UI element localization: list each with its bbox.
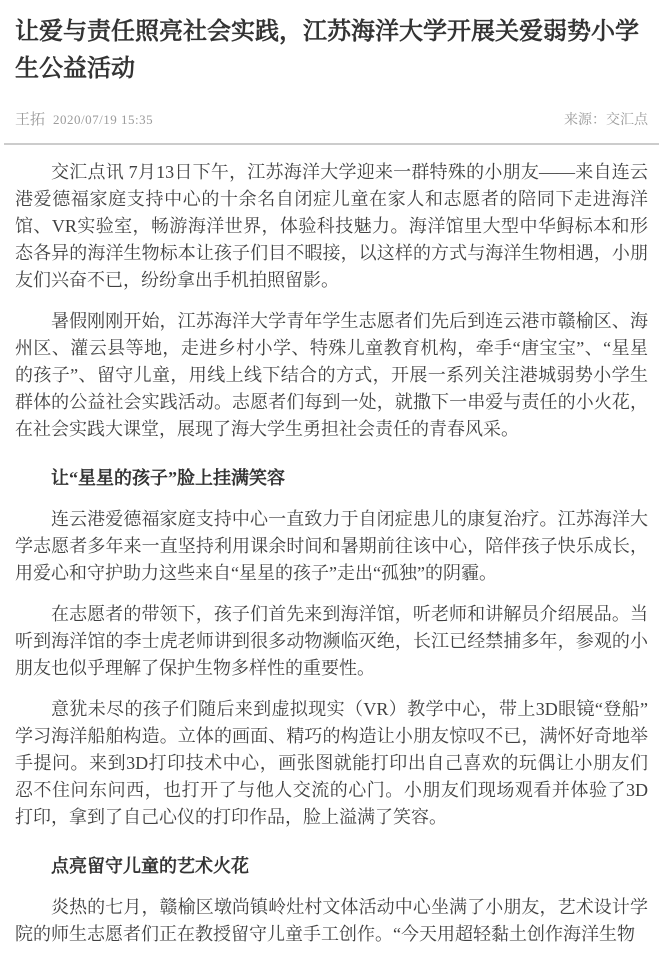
meta-author-date [15,108,153,129]
author-name: 王拓 [15,112,46,128]
section-heading: 点亮留守儿童的艺术火花 [51,856,249,876]
divider [4,143,659,145]
paragraph: 交汇点讯 7月13日下午，江苏海洋大学迎来一群特殊的小朋友——来自连云港爱德福家庭支持中心的十余名自闭症儿童在家人和志愿者的陪同下走进海洋馆、VR实验室，畅游海洋世界，体验科技魅力。海洋馆里大型中华鲟标本和形态各异的海洋生物标本让孩子们目不暇接，以这样的方式与海洋生物相遇，小朋友们兴奋不已，纷纷拿出手机拍照留影。 [15,162,648,290]
paragraph: 炎热的七月，赣榆区墩尚镇岭灶村文体活动中心坐满了小朋友，艺术设计学院的师生志愿者们正在教授留守儿童手工创作。“今天用超轻黏土创作海洋生物 [15,897,648,944]
paragraph: 在志愿者的带领下，孩子们首先来到海洋馆，听老师和讲解员介绍展品。当听到海洋馆的李士虎老师讲到很多动物濒临灭绝，长江已经禁捕多年，参观的小朋友也似乎理解了保护生物多样性的重要性。 [15,604,648,678]
article-meta [15,108,648,129]
meta-source [564,109,648,129]
paragraph: 意犹未尽的孩子们随后来到虚拟现实（VR）教学中心，带上3D眼镜“登船”学习海洋船舶构造。立体的画面、精巧的构造让小朋友惊叹不已，满怀好奇地举手提问。来到3D打印技术中心，画张图就能打印出自己喜欢的玩偶让小朋友们忍不住问东问西，也打开了与他人交流的心门。小朋友们现场观看并体验了3D打印，拿到了自己心仪的打印作品，脸上溢满了笑容。 [15,699,648,827]
publish-datetime: 2020/07/19 15:35 [53,112,154,127]
article-body [15,159,648,948]
section-heading: 让“星星的孩子”脸上挂满笑容 [51,468,285,488]
paragraph: 连云港爱德福家庭支持中心一直致力于自闭症患儿的康复治疗。江苏海洋大学志愿者多年来一直坚持利用课余时间和暑期前往该中心，陪伴孩子快乐成长，用爱心和守护助力这些来自“星星的孩子”走出“孤独”的阴霾。 [15,509,648,583]
article-title: 让爱与责任照亮社会实践，江苏海洋大学开展关爱弱势小学生公益活动 [15,19,639,82]
paragraph: 暑假刚刚开始，江苏海洋大学青年学生志愿者们先后到连云港市赣榆区、海州区、灌云县等地，走进乡村小学、特殊儿童教育机构，牵手“唐宝宝”、“星星的孩子”、留守儿童，用线上线下结合的方式，开展一系列关注港城弱势小学生群体的公益社会实践活动。志愿者们每到一处，就撒下一串爱与责任的小火花，在社会实践大课堂，展现了海大学生勇担社会责任的青春风采。 [15,311,648,439]
source-label: 来源：交汇点 [564,113,648,128]
